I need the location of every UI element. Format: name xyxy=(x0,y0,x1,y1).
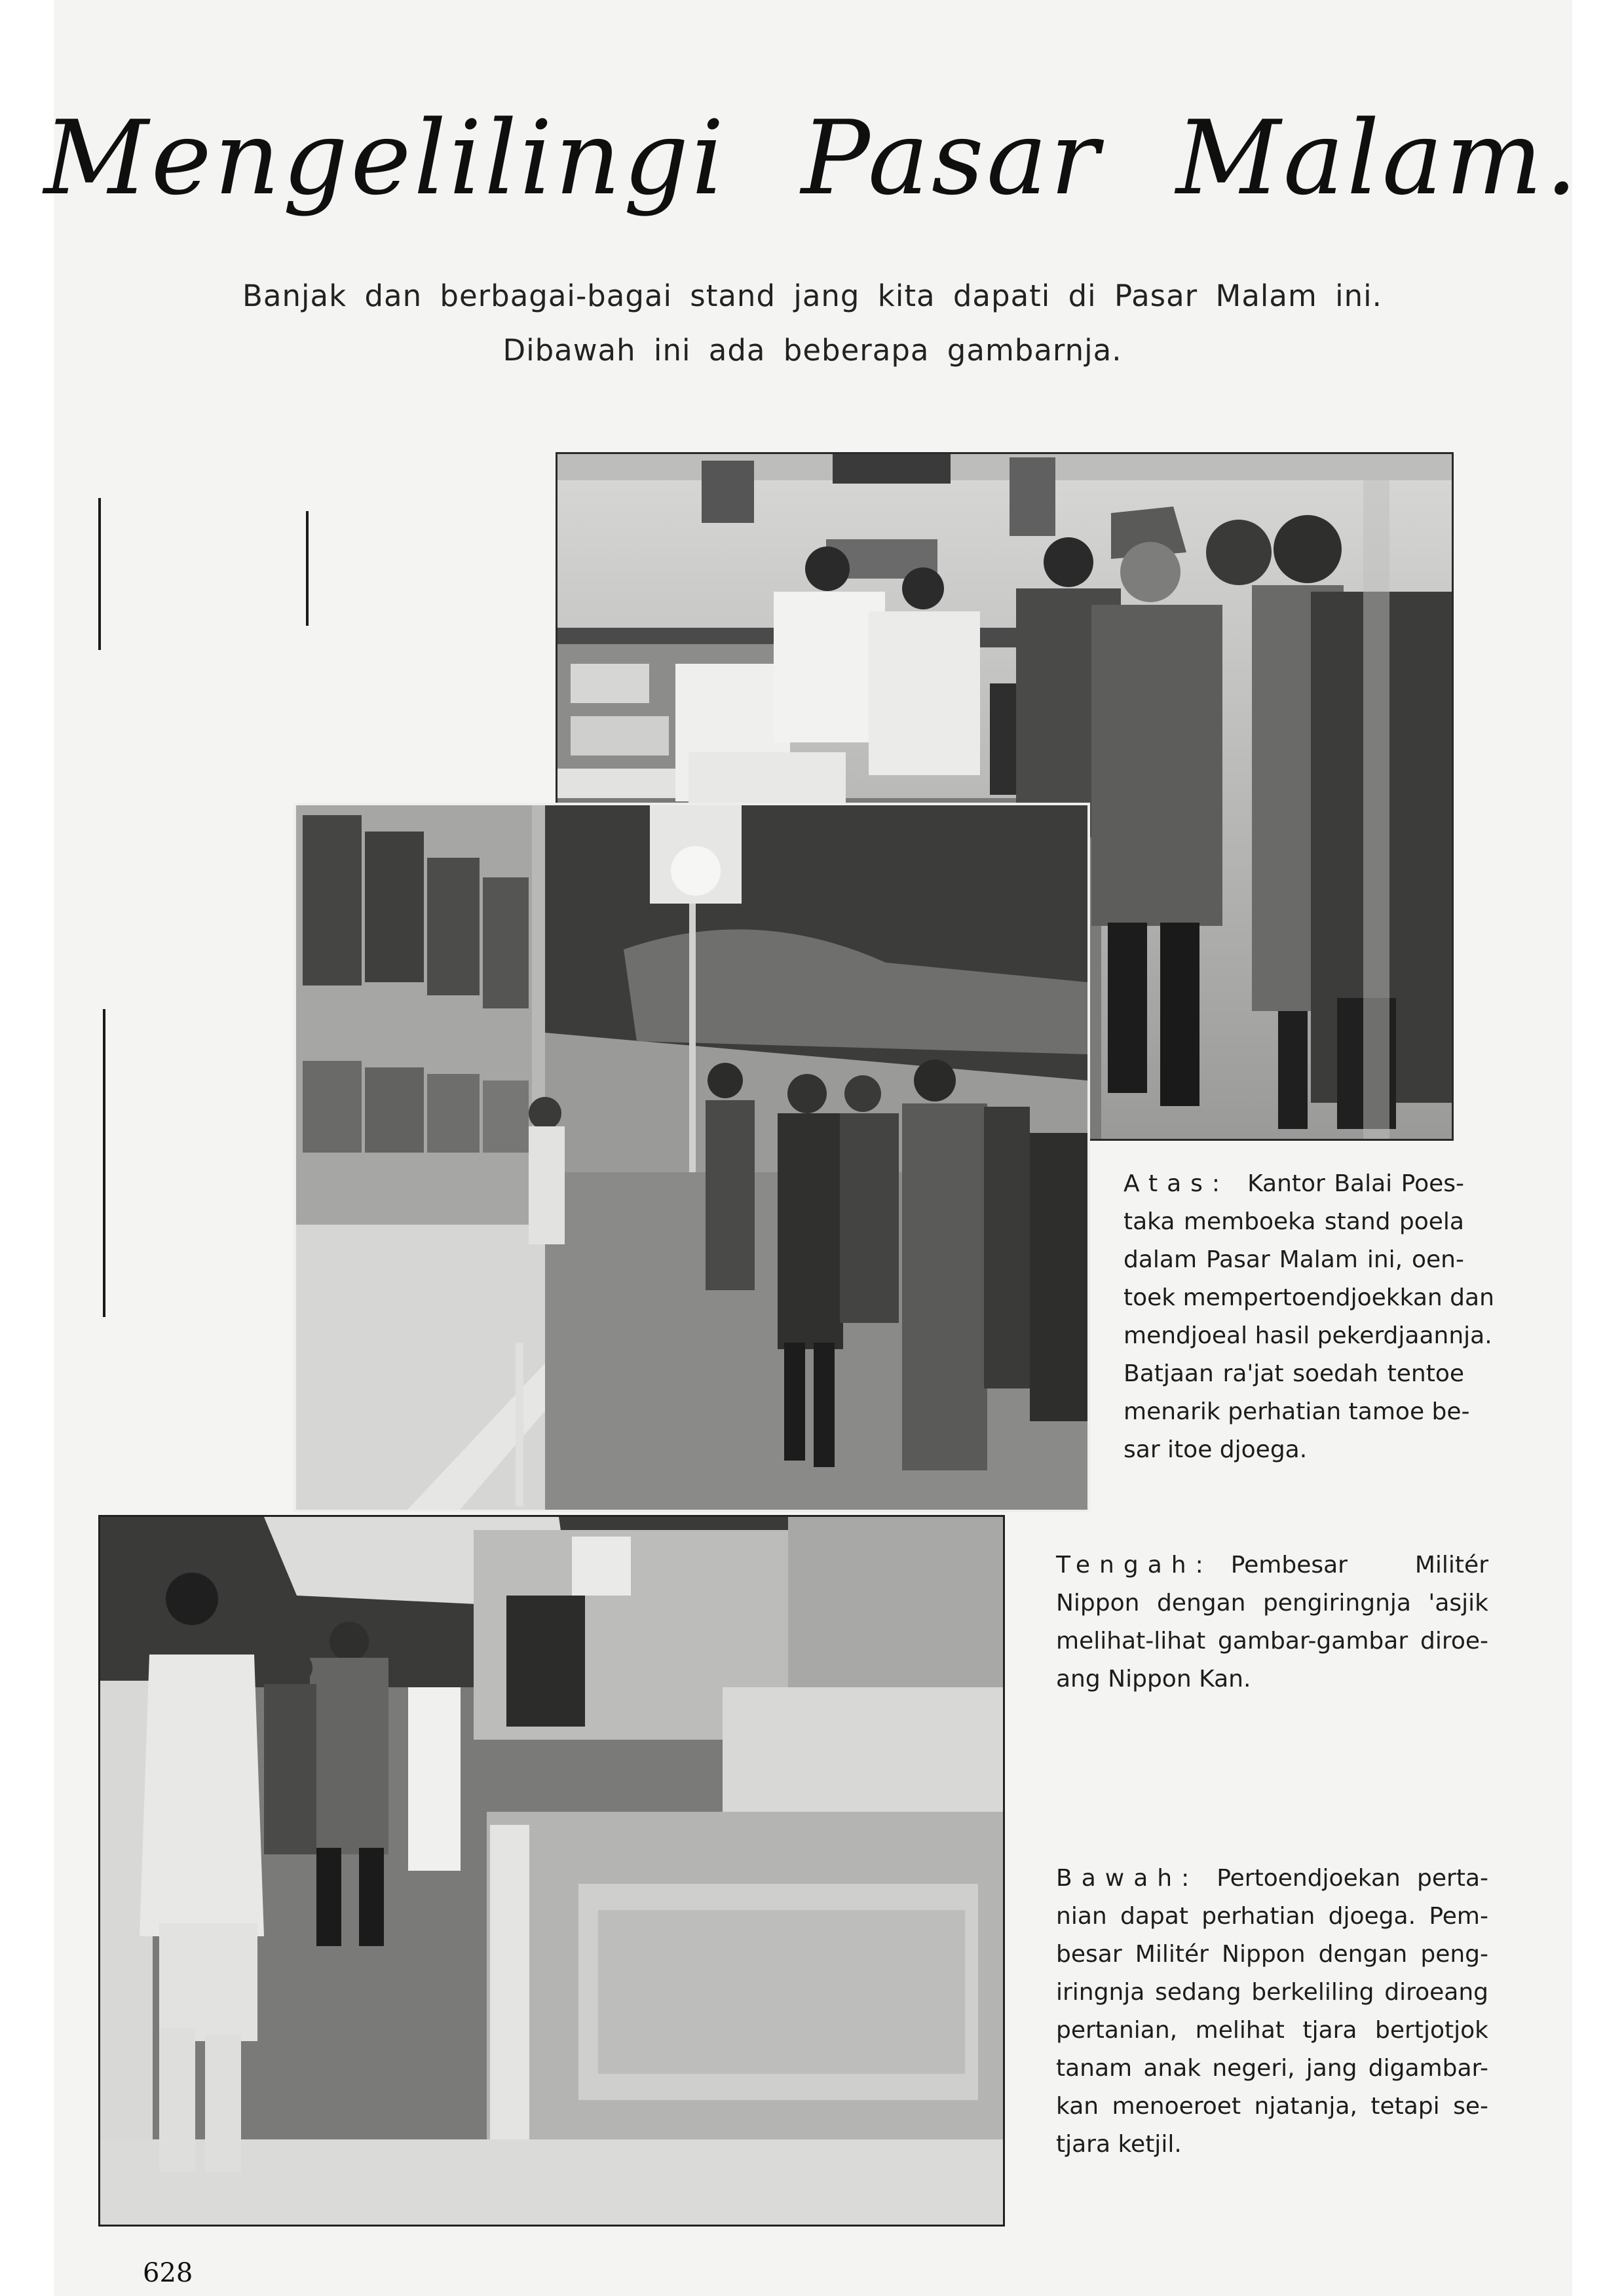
caption-atas-lead: Atas: xyxy=(1124,1170,1230,1197)
caption-text: Kantor Balai Poes- xyxy=(1247,1170,1464,1197)
margin-rule xyxy=(103,1009,105,1317)
caption-bawah-lead: Bawah: xyxy=(1056,1865,1199,1892)
page-number: 628 xyxy=(143,2258,193,2288)
photo-nippon-kan xyxy=(293,803,1090,1512)
margin-rule xyxy=(306,511,309,626)
caption-text: Batjaan ra'jat soedah tentoe xyxy=(1124,1360,1464,1387)
caption-text: pertanian, melihat tjara bertjotjok xyxy=(1056,2017,1488,2044)
caption-text: taka memboeka stand poela xyxy=(1124,1208,1464,1235)
caption-text: Pertoendjoekan perta- xyxy=(1217,1865,1488,1892)
caption-text: besar Militér Nippon dengan peng- xyxy=(1056,1941,1488,1968)
caption-text: kan menoeroet njatanja, tetapi se- xyxy=(1056,2093,1488,2120)
caption-text: melihat-lihat gambar-gambar diroe- xyxy=(1056,1628,1488,1655)
caption-tengah xyxy=(1056,1546,1488,1698)
caption-text: Pembesar Militér xyxy=(1230,1552,1488,1578)
caption-atas-line-1 xyxy=(1124,1165,1464,1203)
caption-text: toek mempertoendjoekkan dan xyxy=(1124,1284,1494,1311)
intro-line-2: Dibawah ini ada beberapa gambarnja. xyxy=(502,333,1122,368)
caption-text: mendjoeal hasil pekerdjaannja. xyxy=(1124,1322,1492,1349)
caption-text: iringnja sedang berkeliling diroeang xyxy=(1056,1979,1488,2006)
caption-text: nian dapat perhatian djoega. Pem- xyxy=(1056,1903,1488,1930)
caption-text: menarik perhatian tamoe be- xyxy=(1124,1398,1470,1425)
caption-text: sar itoe djoega. xyxy=(1124,1436,1308,1463)
caption-text: tjara ketjil. xyxy=(1056,2131,1182,2158)
caption-text: dalam Pasar Malam ini, oen- xyxy=(1124,1246,1464,1273)
photo-pertanian xyxy=(98,1515,1005,2227)
caption-text: tanam anak negeri, jang digambar- xyxy=(1056,2055,1488,2082)
caption-text: ang Nippon Kan. xyxy=(1056,1666,1251,1693)
margin-rule xyxy=(98,498,101,650)
caption-bawah-line-1 xyxy=(1056,1860,1488,1898)
photo-bot-image xyxy=(100,1517,1003,2225)
caption-bawah xyxy=(1056,1860,1488,2164)
caption-tengah-lead: Tengah: xyxy=(1056,1552,1213,1578)
caption-atas xyxy=(1124,1165,1494,1469)
caption-text: Nippon dengan pengiringnja 'asjik xyxy=(1056,1590,1488,1617)
page-title: Mengelilingi Pasar Malam. xyxy=(43,98,1581,218)
intro-line-1: Banjak dan berbagai-bagai stand jang kita dapati di Pasar Malam ini. xyxy=(242,278,1382,313)
photo-mid-image xyxy=(296,805,1087,1510)
caption-tengah-line-1 xyxy=(1056,1546,1488,1584)
